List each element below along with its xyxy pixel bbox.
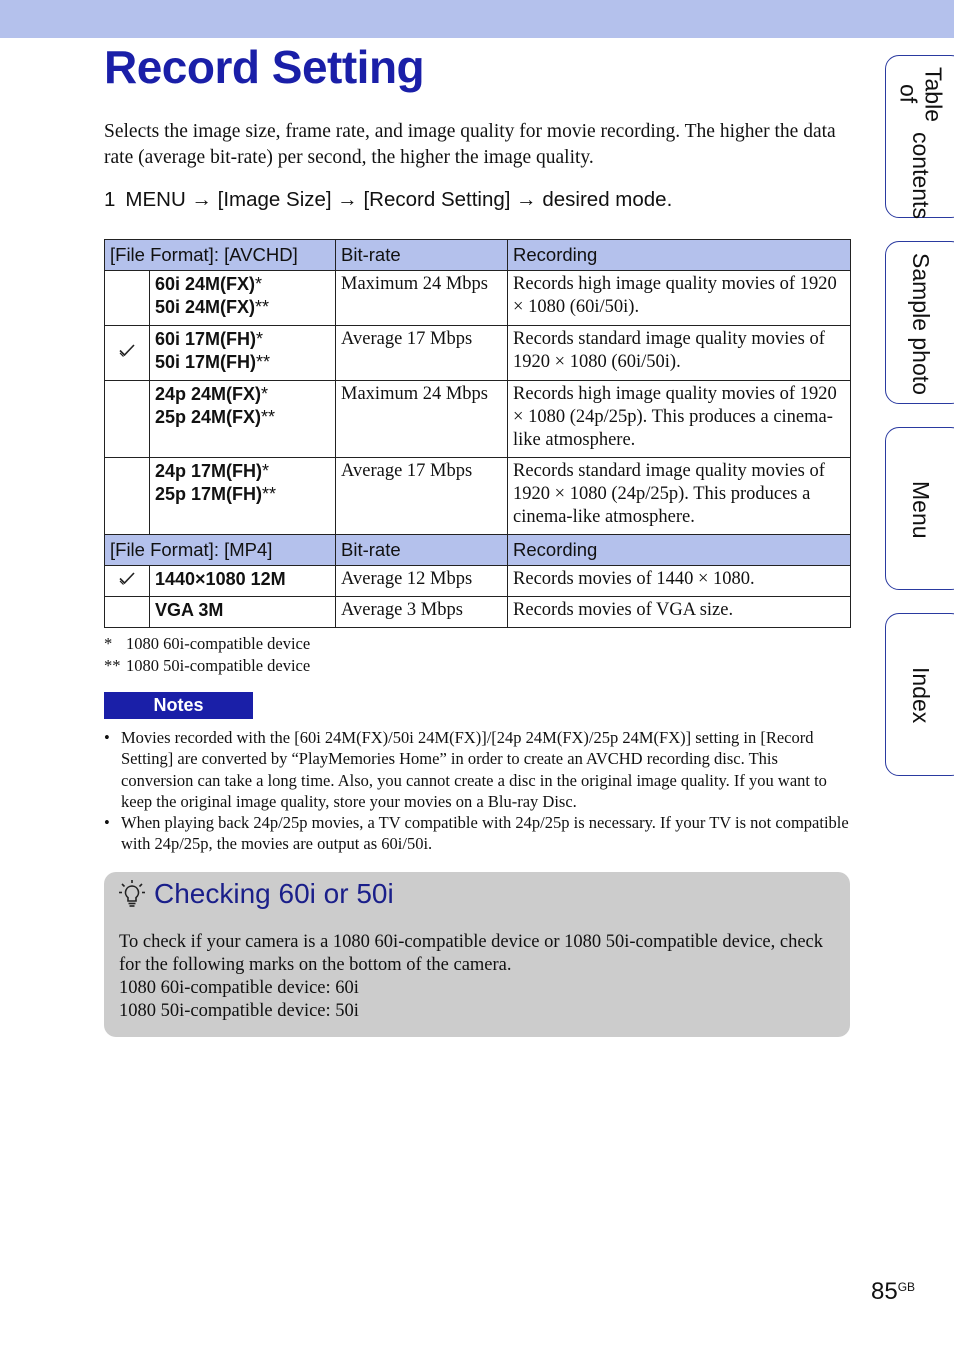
tab-menu[interactable]	[885, 427, 954, 590]
tab-label: Sample photo	[908, 252, 934, 395]
page-title: Record Setting	[104, 41, 425, 93]
recording-header: Recording	[508, 535, 851, 566]
tab-label: Table of contents	[895, 66, 947, 219]
bitrate-header: Bit-rate	[336, 240, 508, 271]
tab-sample-photo[interactable]	[885, 241, 954, 404]
page-number: $85^{GB}$	[871, 1278, 916, 1305]
bitrate-cell: Average 17 Mbps	[336, 458, 508, 535]
footnotes	[104, 633, 310, 677]
check-cell	[105, 271, 150, 326]
check-cell	[105, 566, 150, 597]
hint-title-text: Checking 60i or 50i	[154, 878, 394, 909]
tab-label: Menu	[908, 480, 934, 539]
mode-cell: 24p 24M(FX)* 25p 24M(FX)**	[150, 381, 336, 458]
mode-cell: 1440×1080 12M	[150, 566, 336, 597]
recording-cell: Records high image quality movies of 1920 × 1080 (24p/25p). This produces a cinema-like atmosphere.	[508, 381, 851, 458]
notes-list	[104, 727, 850, 855]
step-number: 1	[104, 188, 116, 211]
mode-cell: 60i 24M(FX)* 50i 24M(FX)**	[150, 271, 336, 326]
table-row	[105, 458, 851, 535]
bitrate-cell: Maximum 24 Mbps	[336, 381, 508, 458]
step-instruction	[104, 188, 672, 212]
recording-cell: Records movies of 1440 × 1080.	[508, 566, 851, 597]
top-color-band	[0, 0, 954, 38]
bitrate-header: Bit-rate	[336, 535, 508, 566]
lightbulb-icon	[118, 879, 146, 909]
hint-title	[118, 878, 394, 910]
bitrate-cell: Average 12 Mbps	[336, 566, 508, 597]
check-cell	[105, 458, 150, 535]
tab-label: Index	[908, 667, 934, 724]
default-check-icon	[118, 341, 136, 359]
recording-cell: Records standard image quality movies of 1920 × 1080 (24p/25p). This produces a cinema-like atmosphere.	[508, 458, 851, 535]
avchd-header-row	[105, 240, 851, 271]
check-cell	[105, 597, 150, 628]
check-cell	[105, 381, 150, 458]
recording-header: Recording	[508, 240, 851, 271]
footnote: ** 1080 50i-compatible device	[104, 656, 311, 675]
avchd-format-header: [File Format]: [AVCHD]	[105, 240, 336, 271]
table-row	[105, 326, 851, 381]
hint-text: To check if your camera is a 1080 60i-compatible device or 1080 50i-compatible device, check for the following marks on the bottom of the camera. 1080 60i-compatible device: 60i 1080 50i-compatible device: 50i	[119, 932, 824, 1021]
intro-paragraph: Selects the image size, frame rate, and image quality for movie recording. The higher the data rate (average bit-rate) per second, the higher the image quality.	[104, 121, 836, 168]
default-check-icon	[118, 569, 136, 587]
table-row	[105, 271, 851, 326]
record-setting-table	[104, 239, 851, 628]
recording-cell: Records standard image quality movies of 1920 × 1080 (60i/50i).	[508, 326, 851, 381]
mode-cell: 24p 17M(FH)* 25p 17M(FH)**	[150, 458, 336, 535]
tab-index[interactable]	[885, 613, 954, 776]
mode-cell: VGA 3M	[150, 597, 336, 628]
step-text: MENU → [Image Size] → [Record Setting] → desired mode.	[125, 188, 673, 211]
recording-cell: Records high image quality movies of 1920 × 1080 (60i/50i).	[508, 271, 851, 326]
list-item: • When playing back 24p/25p movies, a TV compatible with 24p/25p is necessary. If your TV is not compatible with 24p/25p, the movies are output as 60i/50i.	[104, 812, 850, 855]
footnote: * 1080 60i-compatible device	[104, 634, 311, 653]
table-row	[105, 381, 851, 458]
list-item: • Movies recorded with the [60i 24M(FX)/50i 24M(FX)]/[24p 24M(FX)/25p 24M(FX)] setting in [Record Setting] are converted by “PlayMemories Home” in order to create an AVCHD recording disc. This conversion can take a long time. Also, you cannot create a disc in the original image quality. If you want to keep the original image quality, store your movies on a Blu-ray Disc.	[104, 727, 850, 812]
hint-box	[104, 872, 850, 1037]
bitrate-cell: Average 17 Mbps	[336, 326, 508, 381]
mode-cell: 60i 17M(FH)* 50i 17M(FH)**	[150, 326, 336, 381]
bitrate-cell: Maximum 24 Mbps	[336, 271, 508, 326]
table-row	[105, 597, 851, 628]
bitrate-cell: Average 3 Mbps	[336, 597, 508, 628]
tab-table-of-contents[interactable]	[885, 55, 954, 218]
mp4-header-row	[105, 535, 851, 566]
table-row	[105, 566, 851, 597]
check-cell	[105, 326, 150, 381]
recording-cell: Records movies of VGA size.	[508, 597, 851, 628]
mp4-format-header: [File Format]: [MP4]	[105, 535, 336, 566]
notes-badge: Notes	[104, 692, 253, 719]
